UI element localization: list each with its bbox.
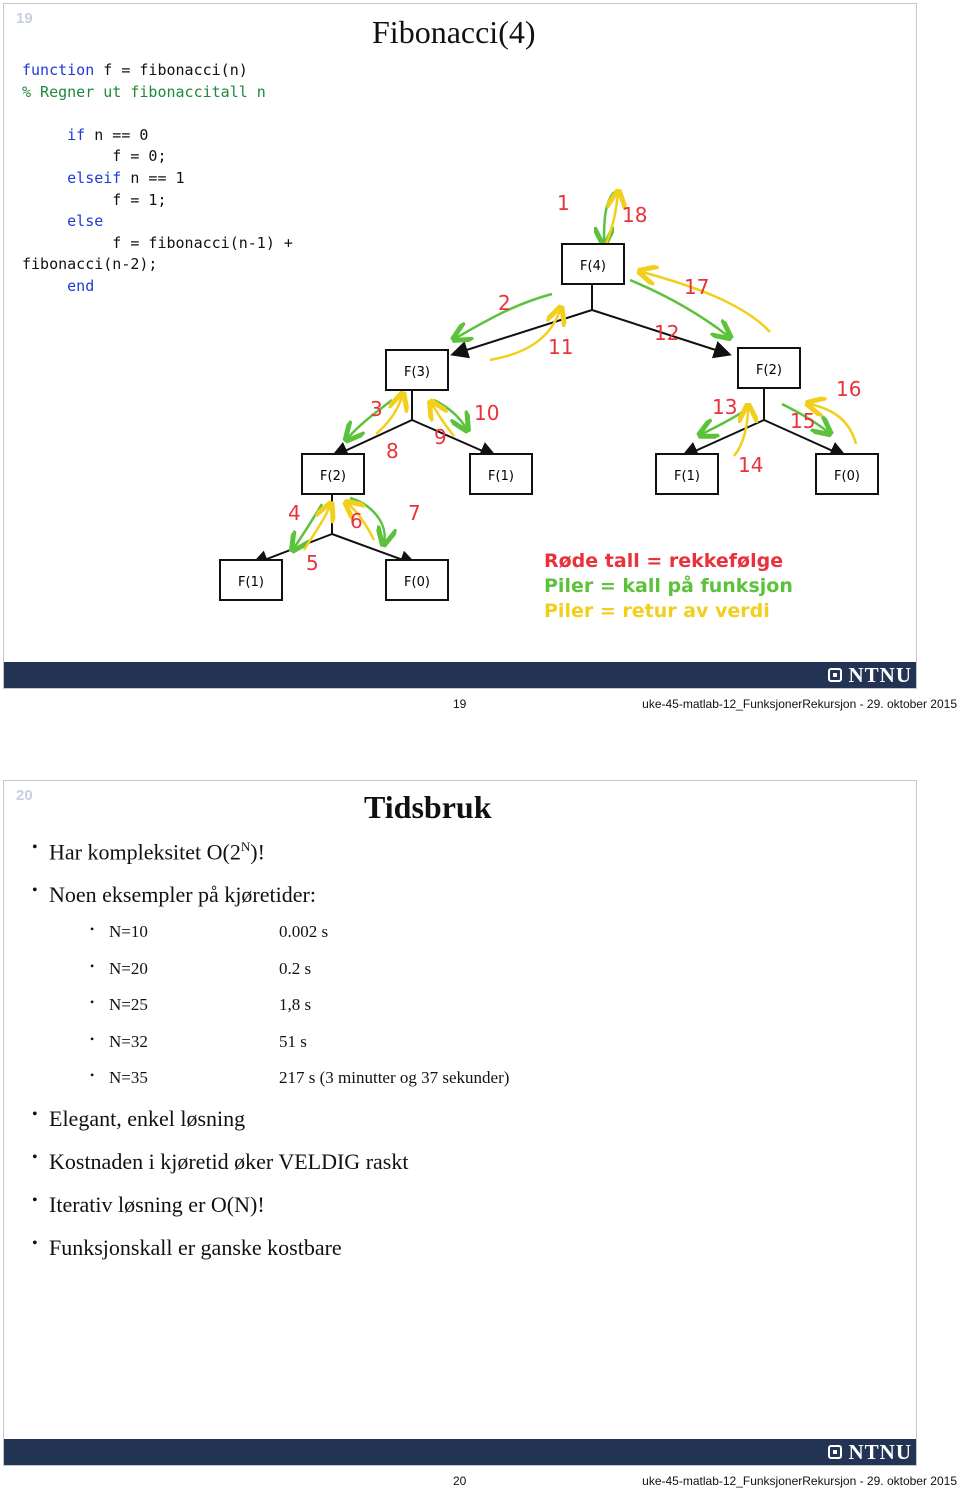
step-number: 8 <box>386 439 399 463</box>
page-caption: uke-45-matlab-12_FunksjonerRekursjon - 29. oktober 2015 <box>642 697 957 711</box>
legend-order: Røde tall = rekkefølge <box>544 550 784 572</box>
step-number: 15 <box>790 409 816 433</box>
code-line: f = 1; <box>22 190 167 209</box>
page-caption: uke-45-matlab-12_FunksjonerRekursjon - 29. oktober 2015 <box>642 1474 957 1488</box>
ntnu-mark-icon <box>828 668 842 682</box>
edge-f3-f1 <box>412 420 494 456</box>
slide-number: 19 <box>16 10 33 27</box>
code-line: end <box>67 276 95 295</box>
step-number: 12 <box>654 321 680 345</box>
step-number: 18 <box>622 203 648 227</box>
step-number: 14 <box>738 453 764 477</box>
node-f2-right <box>738 348 800 388</box>
node-f3 <box>386 350 448 390</box>
node-label: F(1) <box>674 469 700 484</box>
step-number: 6 <box>350 509 363 533</box>
step-number: 4 <box>288 501 301 525</box>
footer-bar <box>4 662 916 688</box>
slide-20 <box>3 780 917 1466</box>
slide-title: Tidsbruk <box>364 789 492 825</box>
node-f1-mid <box>470 454 532 494</box>
legend-return: Piler = retur av verdi <box>544 600 770 622</box>
code-line: elseif n == 1 <box>67 168 185 187</box>
code-line: if n == 0 <box>67 125 149 144</box>
node-label: F(1) <box>238 575 264 590</box>
footer-bar <box>4 1439 916 1465</box>
step-number: 2 <box>498 291 511 315</box>
timing-row: • N=35 217 s (3 minutter og 37 sekunder) <box>32 1068 509 1106</box>
bullet-iterative: • Iterativ løsning er O(N)! <box>32 1192 509 1235</box>
bullet-list <box>32 839 509 1278</box>
step-number: 11 <box>548 335 574 359</box>
step-number: 10 <box>474 401 500 425</box>
bullet-examples: • Noen eksempler på kjøretider: <box>32 882 509 922</box>
node-f2-left <box>302 454 364 494</box>
code-line: % Regner ut fibonaccitall n <box>22 82 266 101</box>
node-f1-right <box>656 454 718 494</box>
step-number: 7 <box>408 501 421 525</box>
code-line: else <box>67 212 104 231</box>
ntnu-logo <box>828 664 912 686</box>
step-number: 5 <box>306 551 319 575</box>
legend-call: Piler = kall på funksjon <box>544 575 793 597</box>
ntnu-logo <box>828 1441 912 1463</box>
step-number: 3 <box>370 397 383 421</box>
tree-edges <box>254 284 844 564</box>
legend <box>544 550 793 622</box>
slide-title: Fibonacci(4) <box>372 14 536 50</box>
node-label: F(2) <box>320 469 346 484</box>
slide-19 <box>3 3 917 689</box>
ntnu-mark-icon <box>828 1445 842 1459</box>
step-number: 17 <box>684 275 710 299</box>
bullet-elegant: • Elegant, enkel løsning <box>32 1106 509 1149</box>
node-label: F(4) <box>580 259 606 274</box>
node-label: F(3) <box>404 365 430 380</box>
ntnu-logo-text: NTNU <box>848 662 912 687</box>
timing-row: • N=20 0.2 s <box>32 959 509 996</box>
page-number: 20 <box>453 1474 467 1488</box>
node-f1-leaf <box>220 560 282 600</box>
timing-row: • N=10 0.002 s <box>32 922 509 959</box>
recursion-tree-diagram <box>4 4 918 690</box>
bullet-function-calls: • Funksjonskall er ganske kostbare <box>32 1235 509 1278</box>
step-number: 1 <box>557 191 570 215</box>
code-line: fibonacci(n-2); <box>22 255 158 274</box>
step-number: 16 <box>836 377 862 401</box>
slide-number: 20 <box>16 787 33 804</box>
tree-nodes <box>220 244 878 600</box>
node-label: F(1) <box>488 469 514 484</box>
node-label: F(2) <box>756 363 782 378</box>
node-f0-leaf <box>386 560 448 600</box>
step-number: 9 <box>434 425 447 449</box>
node-label: F(0) <box>834 469 860 484</box>
ntnu-logo-text: NTNU <box>848 1439 912 1464</box>
page-number: 19 <box>453 697 467 711</box>
node-f4 <box>562 244 624 284</box>
code-line: f = fibonacci(n-1) + <box>22 233 293 252</box>
code-line: function f = fibonacci(n) <box>22 61 248 79</box>
node-label: F(0) <box>404 575 430 590</box>
timing-row: • N=32 51 s <box>32 1032 509 1069</box>
timing-row: • N=25 1,8 s <box>32 995 509 1032</box>
bullet-cost: • Kostnaden i kjøretid øker VELDIG raskt <box>32 1149 509 1192</box>
bullet-complexity: • Har kompleksitet $O(2^N)$! <box>32 839 509 882</box>
step-number: 13 <box>712 395 738 419</box>
node-f0-right <box>816 454 878 494</box>
code-line: f = 0; <box>22 147 167 166</box>
